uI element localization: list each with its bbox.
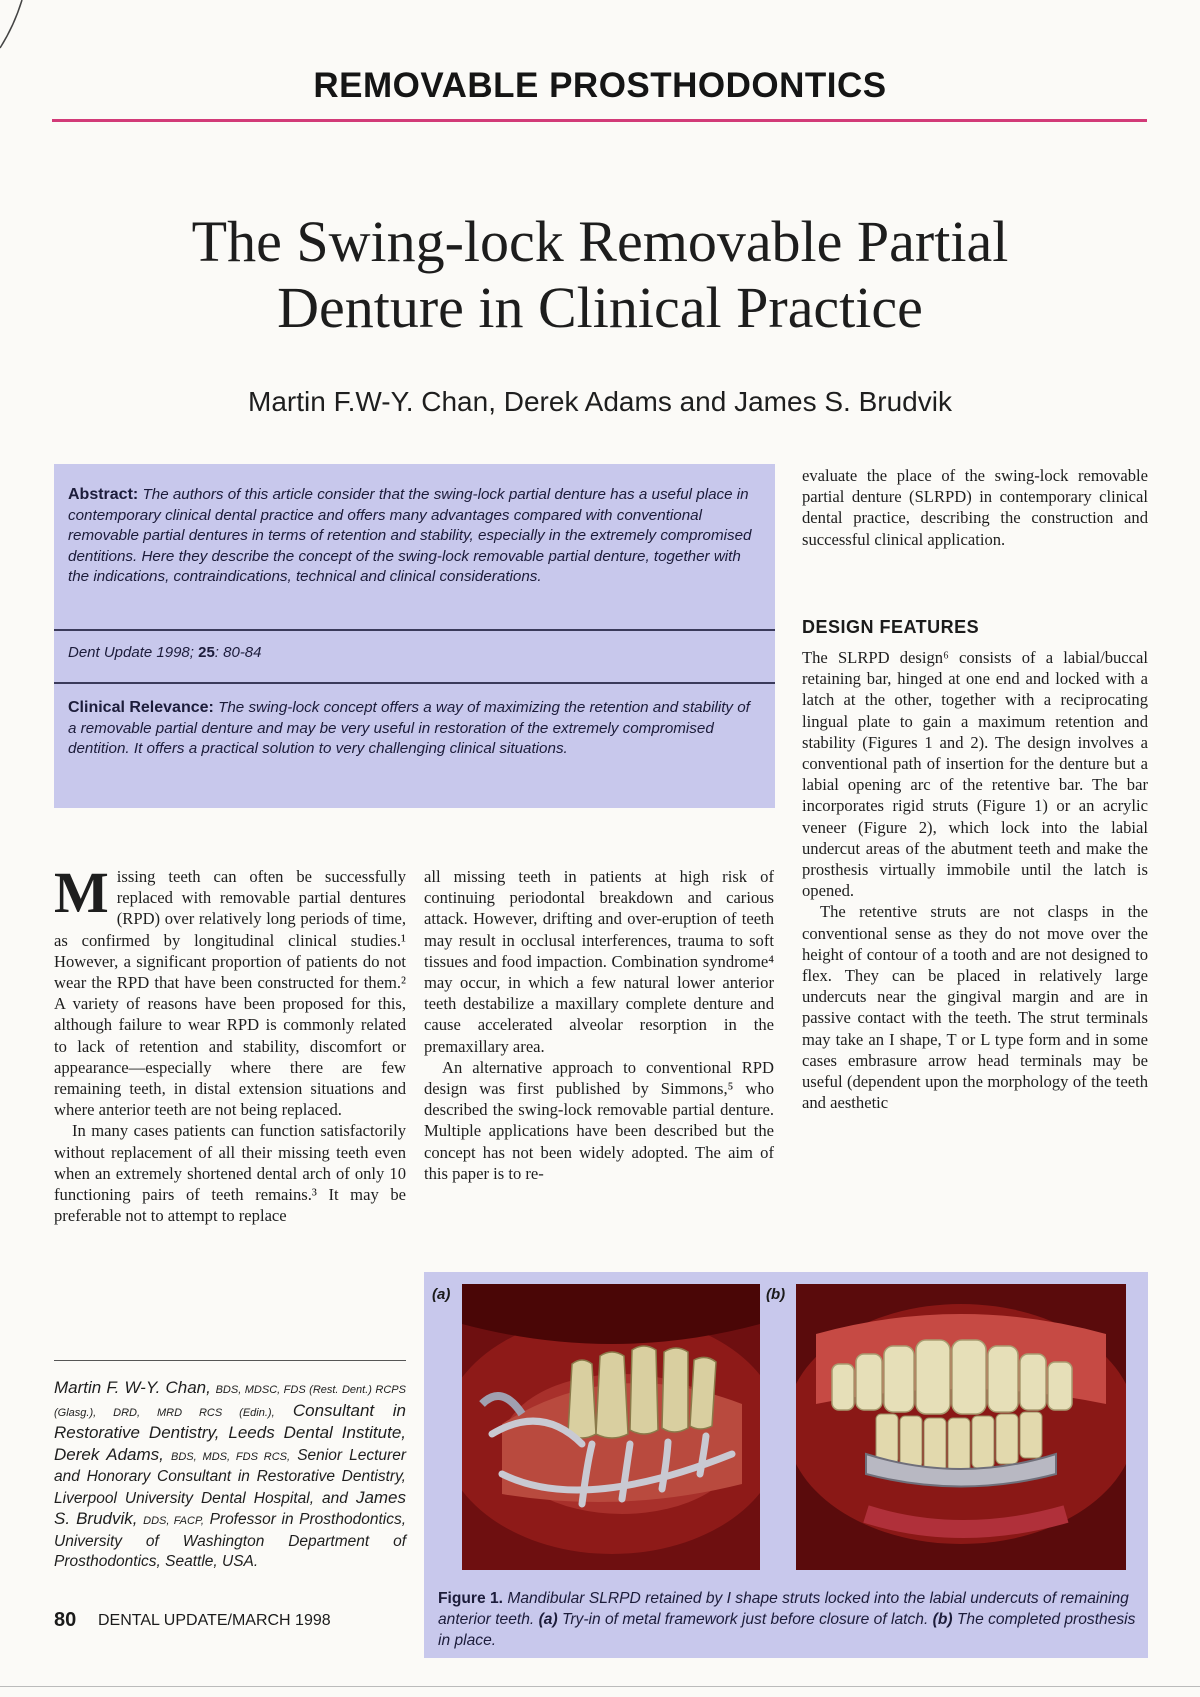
page-number: 80 — [54, 1609, 77, 1631]
relevance-text: The swing-lock concept offers a way of maximizing the retention and stability of a removable partial denture and may be very useful in restoration of the extremely compromised dentition. It offers a practical solution to very challenging clinical situations. — [68, 699, 750, 757]
body-paragraph-text: issing teeth can often be successfully replaced with removable partial dentures (RPD) over relatively long periods of time, as confirmed by longitudinal clinical studies.¹ However, a significant proportion of patients do not wear the RPD that have been constructed for them.² A variety of reasons have been proposed for this, although failure to wear RPD is commonly related to lack of retention and stability, discomfort or appearance—especially where there are few remaining teeth, in distal extension situations and where anterior teeth are not being replaced. — [54, 867, 406, 1120]
caption-label: Figure 1. — [438, 1590, 503, 1607]
figure-label-b: (b) — [766, 1286, 786, 1303]
author-3-qualifications: DDS, FACP, — [143, 1515, 204, 1527]
citation-prefix: Dent Update 1998; — [68, 644, 194, 661]
body-paragraph: In many cases patients can function satisfactorily without replacement of all their missing teeth even when an extremely shortened dental arch of only 10 functioning pairs of teeth remains.³ It may be preferable not to attempt to replace — [54, 1121, 406, 1226]
section-heading-design-features: DESIGN FEATURES — [802, 617, 980, 637]
drop-cap: M — [54, 860, 109, 925]
caption-a-text: Try-in of metal framework just before closure of latch. — [561, 1611, 929, 1628]
citation-divider — [54, 682, 775, 684]
figure-label-a: (a) — [432, 1286, 451, 1303]
citation-volume: 25 — [198, 644, 215, 661]
body-column-2 — [424, 866, 774, 1184]
author-2-qualifications: BDS, MDS, FDS RCS, — [171, 1450, 291, 1463]
author-1-name: Martin F. W-Y. Chan, — [54, 1378, 211, 1397]
dental-photo-a-image — [462, 1284, 760, 1570]
author-affiliations — [54, 1378, 406, 1573]
figure-photo-b — [796, 1284, 1126, 1570]
caption-text: Mandibular SLRPD retained by I shape struts locked into the labial undercuts of remaining anterior teeth. — [438, 1590, 1129, 1628]
section-header: REMOVABLE PROSTHODONTICS — [313, 66, 887, 105]
abstract-text: The authors of this article consider that the swing-lock partial denture has a useful place in contemporary clinical dental practice and offers many advantages compared with conventional removable partial dentures in terms of retention and stability, especially in the extremely compromised dentitions. Here they describe the concept of the swing-lock removable partial denture, together with the indications, contraindications, technical and clinical considerations. — [68, 486, 752, 585]
figure-1 — [424, 1272, 1148, 1658]
author-1-role: Consultant in Restorative Dentistry, Leeds Dental Institute, — [54, 1400, 406, 1442]
abstract-label: Abstract: — [68, 486, 139, 503]
article-title — [60, 209, 1140, 341]
header-rule — [52, 119, 1147, 122]
title-line-1: The Swing-lock Removable Partial — [191, 209, 1009, 274]
body-paragraph — [54, 860, 406, 1120]
abstract-box — [54, 464, 775, 808]
author-2-role: Senior Lecturer and Honorary Consultant in Restorative Dentistry, Liverpool University Dental Hospital, and — [54, 1446, 406, 1507]
citation-pages: : 80-84 — [214, 644, 262, 661]
author-3-name: James S. Brudvik, — [54, 1487, 407, 1528]
bottom-rule — [0, 1686, 1200, 1687]
body-column-3 — [802, 647, 1148, 1113]
author-3-role: Professor in Prosthodontics, University of Washington Department of Prosthodontics, Seattle, USA. — [54, 1511, 407, 1570]
author-info-divider — [54, 1360, 406, 1361]
body-column-1 — [54, 860, 406, 1226]
figure-photo-a — [462, 1284, 760, 1570]
citation — [68, 644, 262, 661]
title-line-2: Denture in Clinical Practice — [277, 275, 923, 340]
body-column-3-top — [802, 465, 1148, 550]
body-paragraph: evaluate the place of the swing-lock removable partial denture (SLRPD) in contemporary clinical dental practice, describing the construction and successful clinical application. — [802, 466, 1148, 549]
caption-b-text: The completed prosthesis in place. — [438, 1611, 1136, 1649]
figure-caption — [438, 1588, 1138, 1651]
abstract — [68, 485, 758, 588]
caption-a-label: (a) — [538, 1611, 558, 1628]
article-authors: Martin F.W-Y. Chan, Derek Adams and James S. Brudvik — [248, 386, 952, 417]
author-2-name: Derek Adams, — [54, 1444, 164, 1464]
dental-photo-b-image — [796, 1284, 1126, 1570]
body-paragraph: The SLRPD design⁶ consists of a labial/buccal retaining bar, hinged at one end and locked with a latch at the other, together with a reciprocating lingual plate to gain a maximum retention and stability (Figures 1 and 2). The design involves a conventional path of insertion for the denture but a labial opening arc of the retentive bar. The bar incorporates rigid struts (Figure 1) or an acrylic veneer (Figure 2), which lock into the labial undercut areas of the abutment teeth and make the prosthesis virtually immobile until the latch is opened. — [802, 648, 1148, 901]
body-paragraph: An alternative approach to conventional RPD design was first published by Simmons,⁵ who described the swing-lock removable partial denture. Multiple applications have been described but the concept has not been widely adopted. The aim of this paper is to re- — [424, 1057, 774, 1183]
abstract-divider — [54, 629, 775, 631]
clinical-relevance — [68, 698, 758, 760]
body-paragraph: all missing teeth in patients at high risk of continuing periodontal breakdown and carious attack. However, drifting and over-eruption of teeth may result in occlusal interferences, trauma to soft tissues and food impaction. Combination syndrome⁴ may occur, in which a few natural lower anterior teeth destabilize a maxillary complete denture and cause accelerated alveolar resorption in the premaxillary area. — [424, 867, 774, 1056]
author-1-qualifications: BDS, MDSC, FDS (Rest. Dent.) RCPS (Glasg.), DRD, MRD RCS (Edin.), — [54, 1384, 406, 1419]
caption-b-label: (b) — [932, 1611, 953, 1628]
relevance-label: Clinical Relevance: — [68, 699, 214, 716]
journal-footer: DENTAL UPDATE/MARCH 1998 — [98, 1612, 331, 1629]
corner-crop-mark — [0, 0, 30, 50]
body-paragraph: The retentive struts are not clasps in the conventional sense as they do not move over the height of contour of a tooth and are not designed to flex. They can be placed in relatively large undercuts near the gingival margin and are in passive contact with the teeth. The strut terminals may take an I shape, T or L type form and in some cases embrasure arrow head terminals may be useful (dependent upon the morphology of the teeth and aesthetic — [802, 902, 1148, 1113]
